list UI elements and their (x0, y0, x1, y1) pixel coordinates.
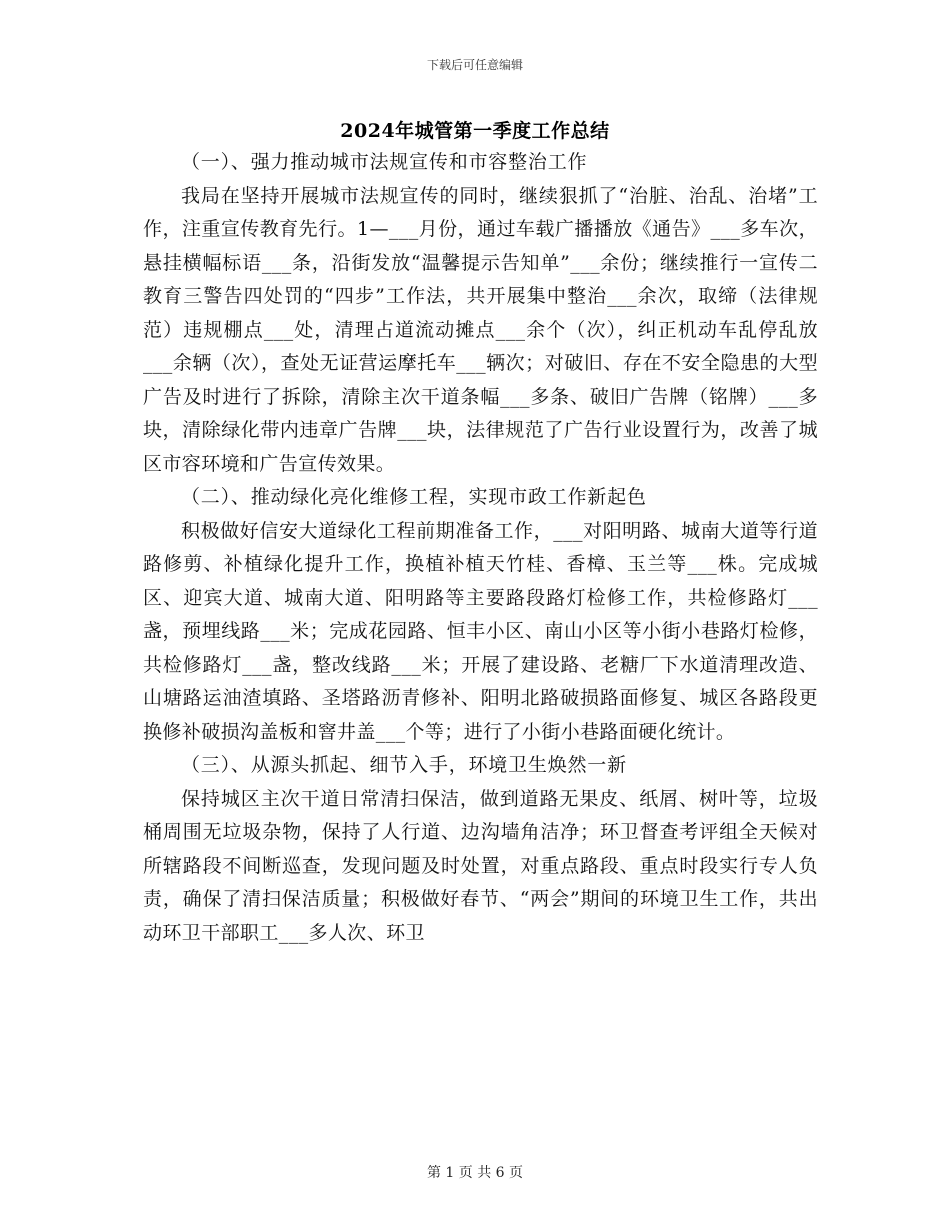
page-header-note: 下载后可任意编辑 (426, 58, 523, 72)
body-paragraph-3: 保持城区主次干道日常清扫保洁，做到道路无果皮、纸屑、树叶等，垃圾桶周围无垃圾杂物，保持了人行道、边沟墙角洁净；环卫督查考评组全天候对所辖路段不间断巡查，发现问题及时处置，对重点路段、重点时段实行专人负责，确保了清扫保洁质量；积极做好春节、“两会”期间的环境卫生工作，共出动环卫干部职工___多人次、环卫 (143, 787, 818, 944)
body-paragraph-2: 积极做好信安大道绿化工程前期准备工作，___对阳明路、城南大道等行道路修剪、补植绿化提升工作，换植补植天竹桂、香樟、玉兰等___株。完成城区、迎宾大道、城南大道、阳明路等主要路段路灯检修工作，共检修路灯___盏，预埋线路___米；完成花园路、恒丰小区、南山小区等小街小巷路灯检修，共检修路灯___盏，整改线路___米；开展了建设路、老糖厂下水道清理改造、山塘路运油渣填路、圣塔路沥青修补、阳明北路破损路面修复、城区各路段更换修补破损沟盖板和窨井盖___个等；进行了小街小巷路面硬化统计。 (143, 519, 818, 743)
document-title: 2024年城管第一季度工作总结 (340, 120, 610, 142)
section-heading-1: （一）、强力推动城市法规宣传和市容整治工作 (181, 151, 588, 173)
body-paragraph-1: 我局在坚持开展城市法规宣传的同时，继续狠抓了“治脏、治乱、治堵”工作，注重宣传教育先行。1—___月份，通过车载广播播放《通告》___多车次，悬挂横幅标语___条，沿街发放“温馨提示告知单”___余份；继续推行一宣传二教育三警告四处罚的“四步”工作法，共开展集中整治___余次，取缔（法律规范）违规棚点___处，清理占道流动摊点___余个（次），纠正机动车乱停乱放___余辆（次），查处无证营运摩托车___辆次；对破旧、存在不安全隐患的大型广告及时进行了拆除，清除主次干道条幅___多条、破旧广告牌（铭牌）___多块，清除绿化带内违章广告牌___块，法律规范了广告行业设置行为，改善了城区市容环境和广告宣传效果。 (143, 184, 818, 475)
document-body (143, 146, 818, 950)
section-heading-3: （三）、从源头抓起、细节入手，环境卫生焕然一新 (181, 754, 627, 776)
section-heading-2: （二）、推动绿化亮化维修工程，实现市政工作新起色 (181, 486, 647, 508)
page-number: 第 1 页 共 6 页 (426, 1165, 524, 1181)
